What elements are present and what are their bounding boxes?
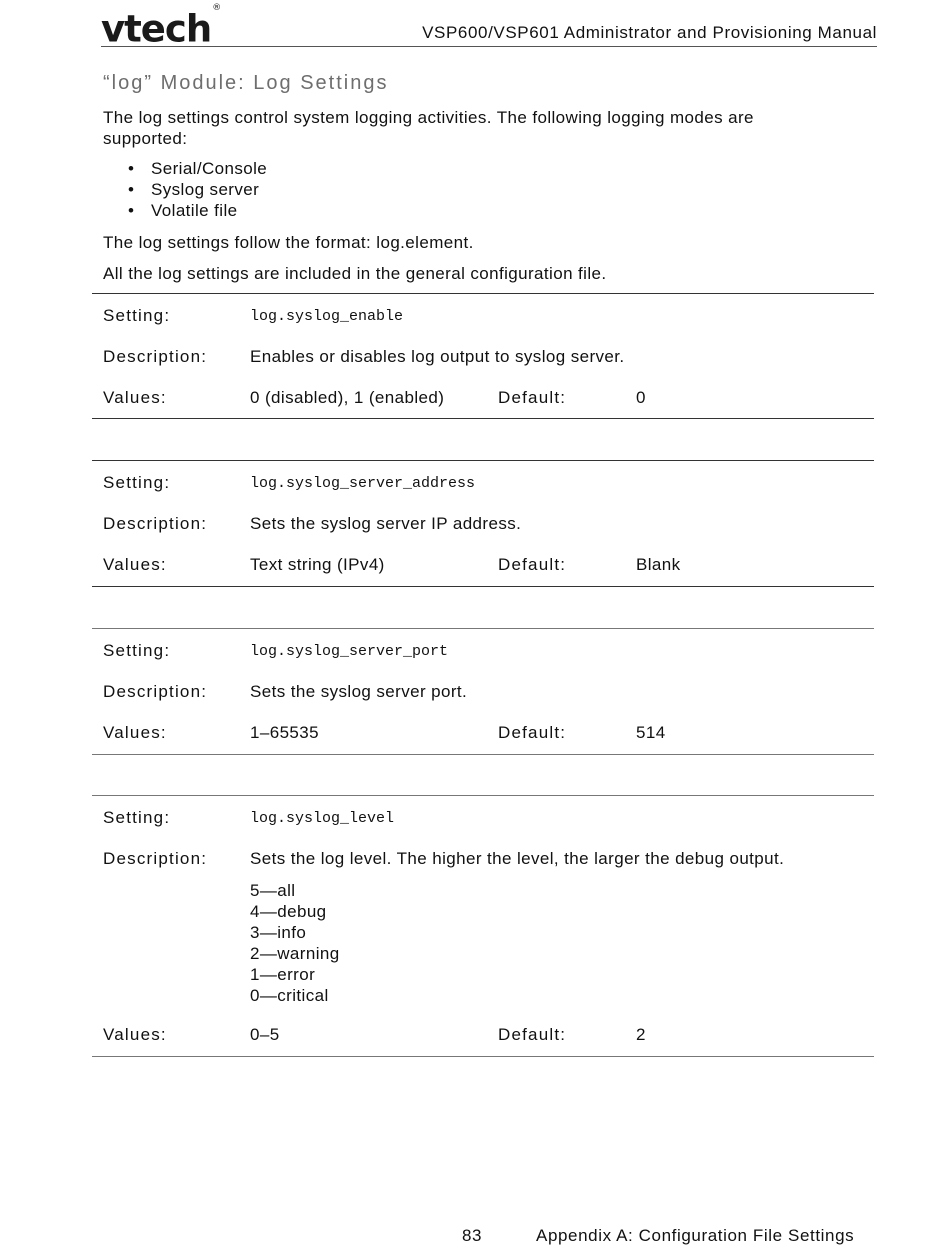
setting-name: log.syslog_server_address	[250, 475, 476, 492]
default-label: Default:	[498, 388, 567, 407]
description-text: Enables or disables log output to syslog server.	[250, 347, 625, 366]
values-text: 0 (disabled), 1 (enabled)	[250, 388, 445, 407]
values-label: Values:	[103, 555, 167, 574]
list-item: 1—error	[250, 965, 316, 984]
setting-label: Setting:	[103, 473, 171, 492]
values-label: Values:	[103, 723, 167, 742]
list-item: • Volatile file	[128, 200, 267, 221]
description-label: Description:	[103, 514, 208, 533]
values-row	[92, 1025, 874, 1049]
list-item: 4—debug	[250, 902, 327, 921]
setting-block-syslog-server-port	[92, 628, 874, 755]
description-row	[92, 849, 874, 873]
document-title: VSP600/VSP601 Administrator and Provisioning Manual	[422, 23, 877, 42]
registered-mark: ®	[212, 3, 221, 13]
setting-row	[92, 808, 874, 832]
list-item: 0—critical	[250, 986, 329, 1005]
description-row	[92, 347, 874, 371]
setting-block-syslog-server-address	[92, 460, 874, 587]
logo-text: vtech	[101, 7, 212, 51]
setting-row	[92, 473, 874, 497]
config-file-note: All the log settings are included in the general configuration file.	[103, 264, 607, 283]
page-header	[101, 3, 877, 51]
values-label: Values:	[103, 1025, 167, 1044]
description-label: Description:	[103, 682, 208, 701]
intro-line-2: supported:	[103, 129, 188, 148]
description-label: Description:	[103, 347, 208, 366]
log-level-list	[250, 880, 340, 1006]
setting-name: log.syslog_enable	[250, 308, 404, 325]
values-text: Text string (IPv4)	[250, 555, 385, 574]
list-item: • Serial/Console	[128, 158, 267, 179]
section-title: “log” Module: Log Settings	[103, 72, 389, 94]
list-item: 3—info	[250, 923, 307, 942]
setting-row	[92, 641, 874, 665]
format-note: The log settings follow the format: log.element.	[103, 233, 474, 252]
setting-row	[92, 306, 874, 330]
setting-name: log.syslog_level	[250, 810, 395, 827]
setting-block-syslog-enable	[92, 293, 874, 419]
values-text: 0–5	[250, 1025, 280, 1044]
intro-line-1: The log settings control system logging activities. The following logging modes are	[103, 108, 754, 127]
values-text: 1–65535	[250, 723, 319, 742]
setting-label: Setting:	[103, 808, 171, 827]
setting-label: Setting:	[103, 641, 171, 660]
description-text: Sets the log level. The higher the level, the larger the debug output.	[250, 849, 785, 868]
vtech-logo	[101, 3, 221, 51]
default-value: 2	[636, 1025, 646, 1044]
logging-modes-list	[128, 158, 267, 221]
default-value: 0	[636, 388, 646, 407]
list-item: 2—warning	[250, 944, 340, 963]
default-label: Default:	[498, 555, 567, 574]
description-label: Description:	[103, 849, 208, 868]
setting-name: log.syslog_server_port	[250, 643, 449, 660]
footer-section-title: Appendix A: Configuration File Settings	[536, 1226, 855, 1245]
description-text: Sets the syslog server port.	[250, 682, 468, 701]
default-label: Default:	[498, 1025, 567, 1044]
setting-block-syslog-level	[92, 795, 874, 1057]
list-item: 5—all	[250, 881, 296, 900]
setting-label: Setting:	[103, 306, 171, 325]
description-row	[92, 682, 874, 706]
values-row	[92, 388, 874, 412]
list-item: • Syslog server	[128, 179, 267, 200]
values-row	[92, 555, 874, 579]
default-label: Default:	[498, 723, 567, 742]
description-text: Sets the syslog server IP address.	[250, 514, 522, 533]
page-number: 83	[462, 1226, 483, 1245]
default-value: 514	[636, 723, 666, 742]
values-row	[92, 723, 874, 747]
values-label: Values:	[103, 388, 167, 407]
default-value: Blank	[636, 555, 681, 574]
description-row	[92, 514, 874, 538]
